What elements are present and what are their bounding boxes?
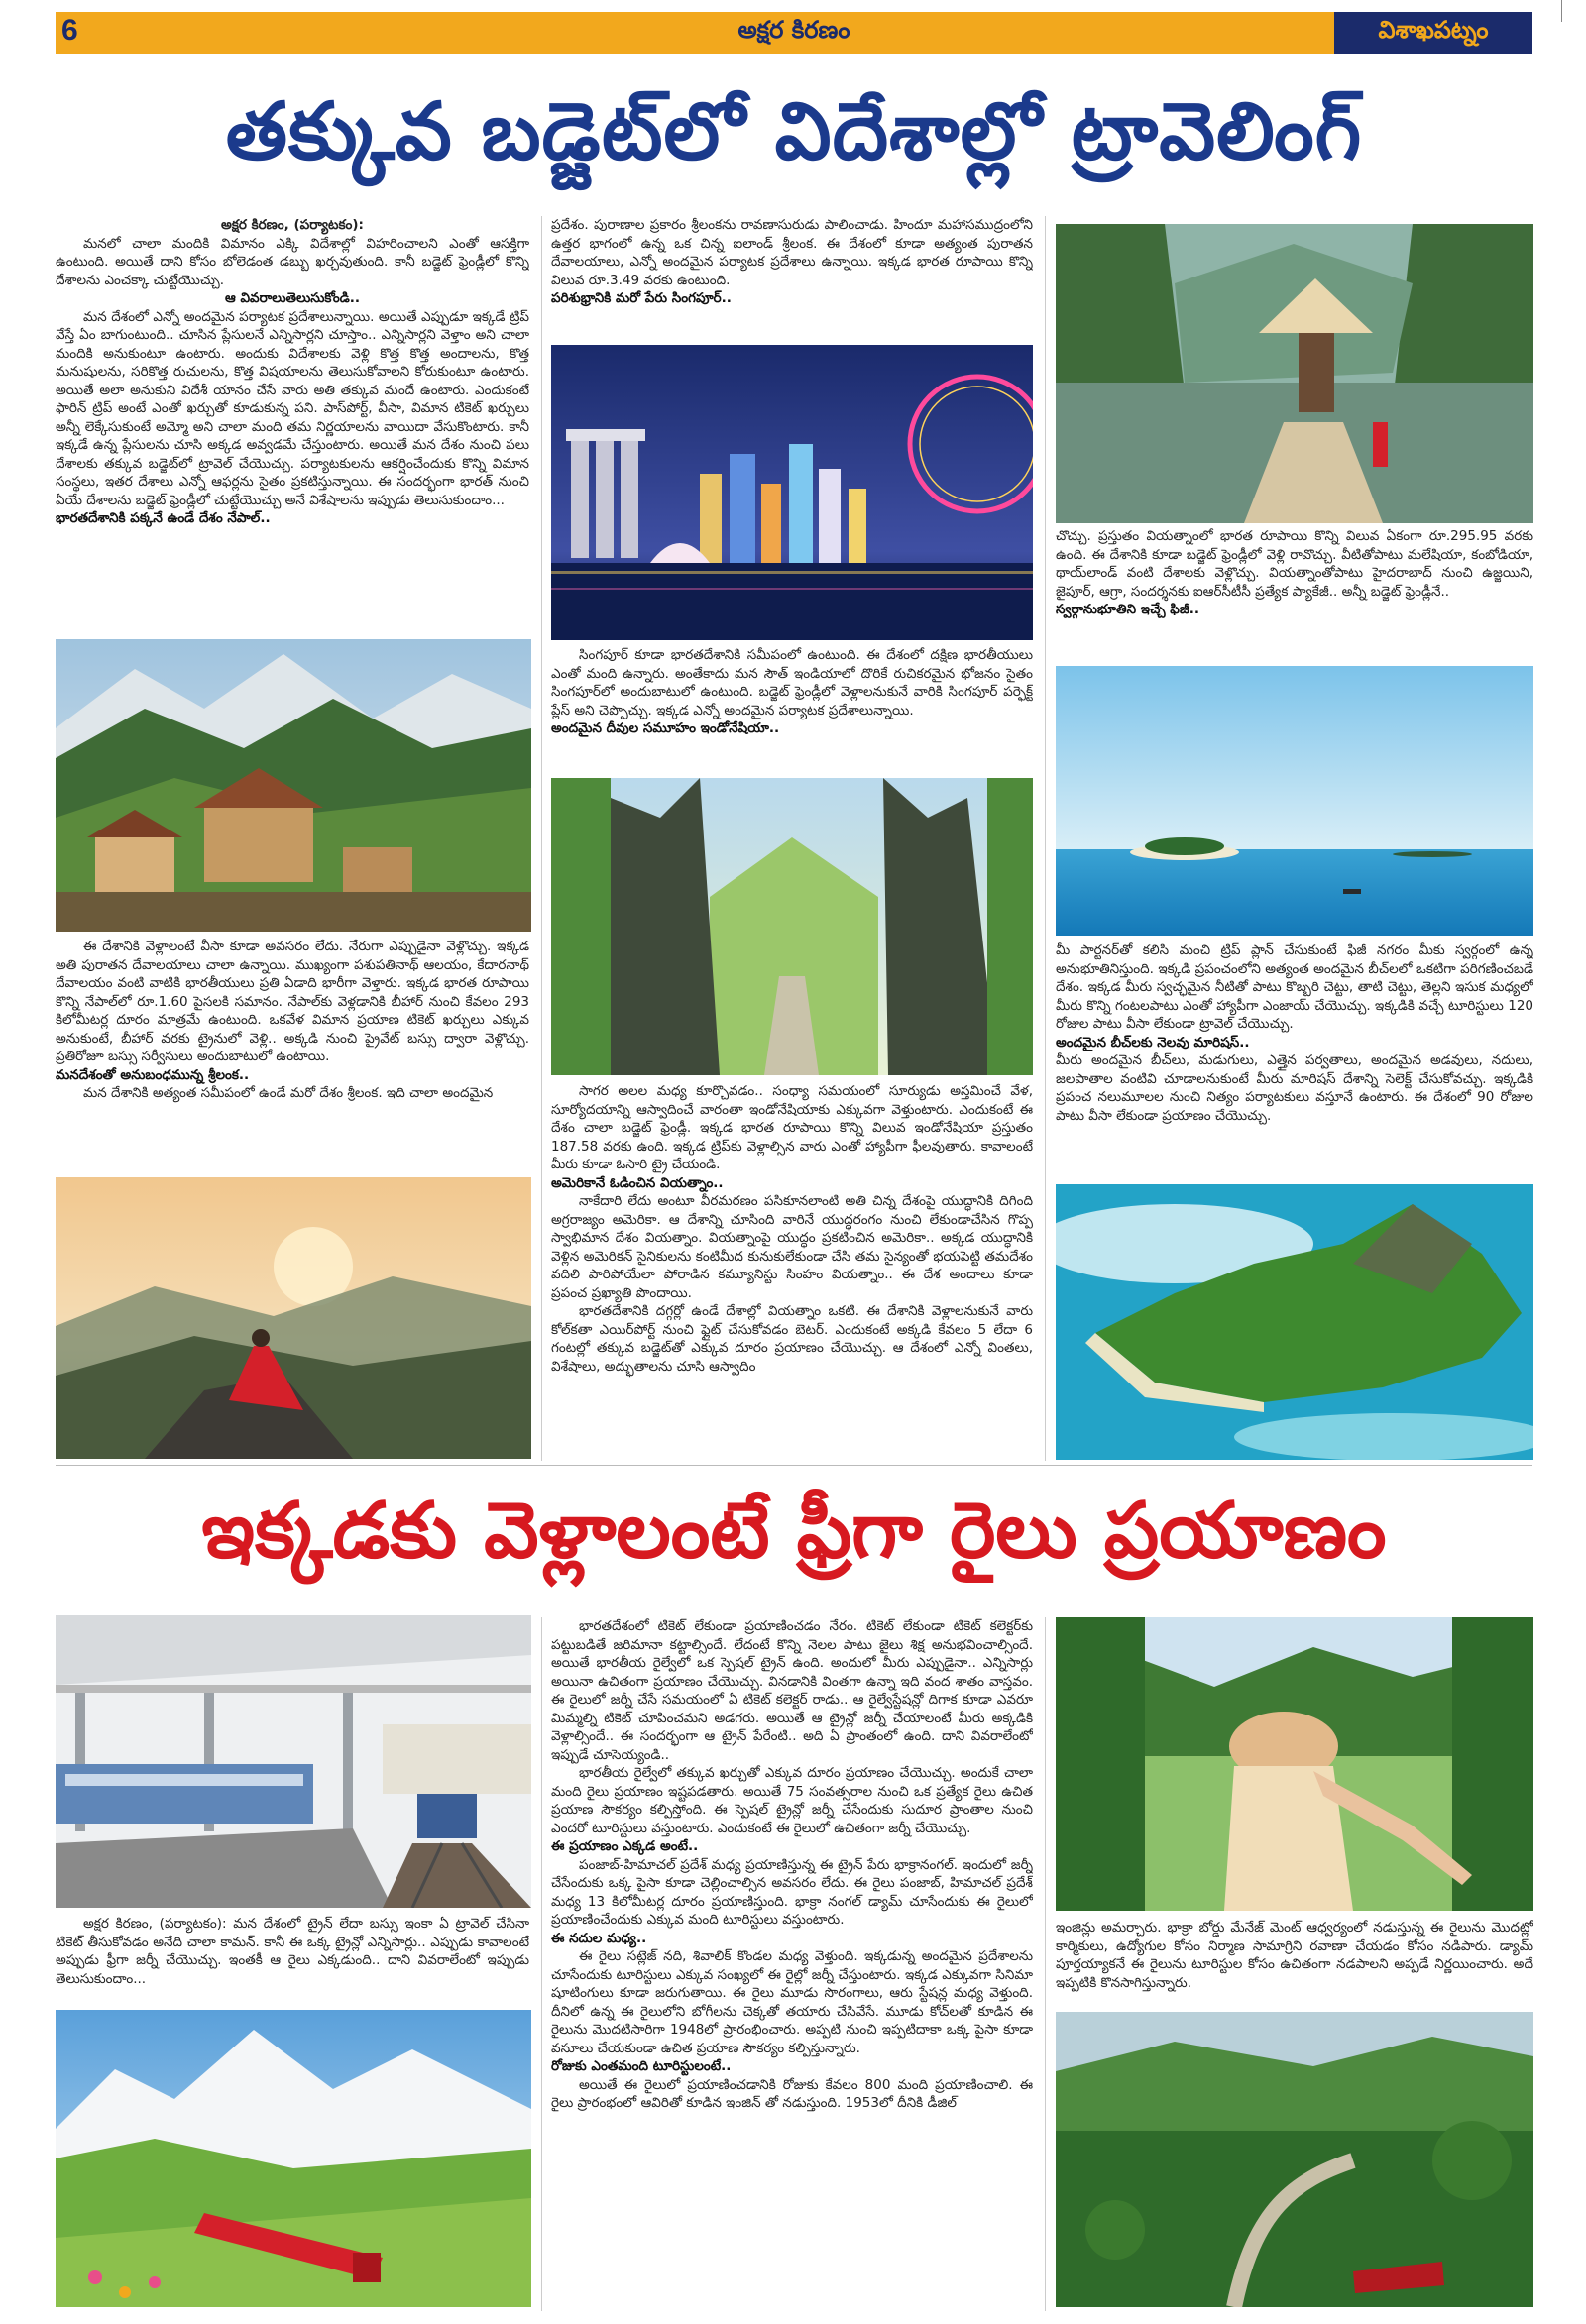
- article1-col3-text: [1056, 527, 1533, 654]
- para-nepal: ఈ దేశానికి వెళ్లాలంటే వీసా కూడా అవసరం లేదు. నేరుగా ఎప్పుడైనా వెళ్లొచ్చు. ఇక్కడ అతి పురాతన దేవాలయాలు చాలా ఉన్నాయి. ముఖ్యంగా పశుపతినాథ్ ఆలయం, కేదారనాథ్ దేవాలయం వంటి వాటికి భారతీయులు ప్రతి ఏడాది భారీగా వెళ్తారు. ఇక్కడ భారత రూపాయి కొన్ని నేపాల్‌లో రూ.1.60 పైసలకి సమానం. నేపాల్‌కు వెళ్లడానికి బీహార్ నుంచి కేవలం 293 కిలోమీటర్ల దూరం మాత్రమే ఉంటుంది. ఒకవేళ విమాన ప్రయాణ టికెట్ ఖర్చులు ఎక్కువ అనుకుంటే, బీహార్ వరకు ట్రైనులో వెళ్లి.. అక్కడి నుంచి ప్రైవేట్ బస్సు ద్వారా వెళ్లొచ్చు. ప్రతిరోజూ బస్సు సర్వీసులు అందుబాటులో ఉంటాయి.: [56, 939, 529, 1064]
- subhead-singapore: పరిశుభ్రానికి మరో పేరు సింగపూర్..: [551, 290, 732, 306]
- subhead-vietnam: అమెరికానే ఓడించిన వియత్నాం..: [551, 1174, 724, 1191]
- article1-intro: మనలో చాలా మందికి విమానం ఎక్కి విదేశాల్లో విహరించాలని ఎంతో ఆసక్తిగా ఉంటుంది. అయితే దాని కోసం బోలెడంత డబ్బు ఖర్చవుతుంది. కానీ బడ్జెట్ ఫ్రెండ్లీలో కొన్ని దేశాలను ఎంచక్కా చుట్టేయొచ్చు.: [56, 235, 529, 288]
- article1-sub-details: ఆ వివరాలుతెలుసుకోండి..: [224, 290, 361, 306]
- photo-vietnam: [1056, 224, 1533, 523]
- para-fiji: మీ పార్టనర్‌తో కలిసి మంచి ట్రిప్ ప్లాన్ చేసుకుంటే ఫిజీ నగరం మీకు స్వర్గంలో ఉన్న అనుభూతినిస్తుంది. ఇక్కడి ప్రపంచంలోని అత్యంత అందమైన బీచ్‌లలో ఒకటిగా పరిగణించబడే దేశం. ఇక్కడ మీరు స్వచ్ఛమైన నీటితో పాటు కొబ్బరి చెట్టు, తాటి చెట్టు, తెల్లని ఇసుక మధ్యలో మీరు కొన్ని గంటలపాటు ఎంతో హ్యాపీగా ఎంజాయ్ చేయొచ్చు. ఇక్కడికి వచ్చే టూరిస్టులు 120 రోజుల పాటు వీసా లేకుండా ట్రావెల్ చేయొచ్చు.: [1056, 942, 1533, 1032]
- photo-railway-station: [56, 1615, 531, 1908]
- para-vietnam-3: చొచ్చు. ప్రస్తుతం వియత్నాంలో భారత రూపాయి కొన్ని విలువ ఏకంగా రూ.295.95 వరకు ఉంది. ఈ దేశానికి కూడా బడ్జెట్ ఫ్రెండ్లీలో వెళ్లి రావొచ్చు. వీటితోపాటు మలేషియా, కంబోడియా, థాయ్‌లాండ్ వంటి దేశాలకు వెళ్లొచ్చు. వియత్నాంతోపాటు హైదరాబాద్ నుంచి ఉజ్జయిని, జైపూర్, ఆగ్రా, సందర్శనకు ఐఆర్‌సీటీసీ ప్రత్యేక ప్యాకేజీ.. అన్నీ బడ్జెట్ ఫ్రెండ్లీనే..: [1056, 528, 1533, 600]
- para-indonesia: సాగర అలల మధ్య కూర్చొవడం.. సంధ్యా సమయంలో సూర్యుడు అస్తమించే వేళ, సూర్యోదయాన్ని ఆస్వాదించే వారంతా ఇండోనేషియాకు ఎక్కువగా వెళ్తుంటారు. ఎందుకంటే ఈ దేశం చాలా బడ్జెట్ ఫ్రెండ్లీ. ఇక్కడ భారత రూపాయి కొన్ని విలువ ఇండోనేషియా ప్రస్తుతం 187.58 వరకు ఉంది. ఇక్కడ ట్రిప్‌కు వెళ్లాల్సిన వారు ఎంతో హ్యాపీగా ఫీలవుతారు. కావాలంటే మీరు కూడా ఓసారి ట్రై చేయండి.: [551, 1083, 1033, 1172]
- subhead-indonesia: అందమైన దీవుల సమూహం ఇండోనేషియా..: [551, 720, 780, 736]
- column-rule-3: [541, 1617, 542, 2311]
- article2-col2-para1: భారతదేశంలో టికెట్ లేకుండా ప్రయాణించడం నేరం. టికెట్ లేకుండా టికెట్ కలెక్టర్‌కు పట్టుబడితే జరిమానా కట్టాల్సిందే. లేదంటే కొన్ని నెలల పాటు జైలు శిక్ష అనుభవించాల్సిందే. అయితే భారతీయ రైల్వేలో ఒక స్పెషల్ ట్రైన్ ఉంది. అందులో మీరు ఎప్పుడైనా.. ఎన్నిసార్లు అయినా ఉచితంగా ప్రయాణం చేయొచ్చు. వినడానికి వింతగా ఉన్నా ఇది వంద శాతం వాస్తవం. ఈ రైలులో జర్నీ చేసే సమయంలో ఏ టికెట్ కలెక్టర్ రాడు.. ఆ రైల్వేస్టేషన్లో దిగాక కూడా ఎవరూ మిమ్మల్ని టికెట్ చూపించమని అడగరు. అయితే ఆ ట్రైన్లో జర్నీ చేయాలంటే మీరు అక్కడికి వెళ్లాల్సిందే.. ఈ సందర్భంగా ఆ ట్రైన్ పేరేంటి.. అది ఏ ప్రాంతంలో ఉంది. దాని వివరాలేంటో ఇప్పుడే చూసెయ్యండి..: [551, 1618, 1033, 1763]
- photo-fiji: [1056, 666, 1533, 936]
- photo-indonesia: [551, 778, 1033, 1075]
- photo-alpine-train: [56, 2010, 531, 2307]
- article1-headline: తక్కువ బడ్జెట్‌లో విదేశాల్లో ట్రావెలింగ్: [225, 85, 1363, 177]
- column-rule-4: [1045, 1617, 1046, 2311]
- photo-singapore: [551, 345, 1033, 640]
- article1-col1-text: [56, 216, 529, 632]
- photo-nepal: [56, 639, 531, 932]
- column-rule-1: [541, 216, 542, 1461]
- subhead-where: ఈ ప్రయాణం ఎక్కడ అంటే..: [551, 1838, 699, 1854]
- publication-name: అక్షర కిరణం: [737, 16, 850, 44]
- subhead-mauritius: అందమైన బీచ్‌లకు నెలవు మారిషస్..: [1056, 1034, 1250, 1051]
- subhead-daily-tourists: రోజుకు ఎంతమంది టూరిస్టులంటే..: [551, 2058, 732, 2074]
- article2-col2-para2: భారతీయ రైల్వేలో తక్కువ ఖర్చుతో ఎక్కువ దూరం ప్రయాణం చేయొచ్చు. అందుకే చాలా మంది రైలు ప్రయాణం ఇష్టపడతారు. అయితే 75 సంవత్సరాల నుంచి ఒక ప్రత్యేక రైలు ఉచిత ప్రయాణ సౌకర్యం కల్పిస్తోంది. ఈ స్పెషల్ ట్రైన్లో జర్నీ చేసేందుకు సుదూర ప్రాంతాల నుంచి ఎందరో టూరిస్టులు వస్తుంటారు. ఎందుకంటే ఈ రైలులో ఉచితంగా జర్నీ చేయొచ్చు.: [551, 1765, 1033, 1836]
- article2-col3-para1: ఇంజిన్లు అమర్చారు. భాక్రా బోర్డు మేనేజ్ మెంట్ ఆధ్వర్యంలో నడుస్తున్న ఈ రైలును మొదట్లో కార్మికులు, ఉద్యోగుల కోసం నిర్మాణ సామాగ్రిని రవాణా చేయడం కోసం నడిపారు. డ్యామ్ పూర్తయ్యాకనే ఈ రైలును టూరిస్టుల కోసం ఉచితంగా నడపాలని అప్పడే నిర్ణయించారు. అదే ఇప్పటికి కొనసాగిస్తున్నారు.: [1056, 1920, 1533, 1991]
- page-fold-mark: [1561, 0, 1562, 22]
- article2-col2-para5: అయితే ఈ రైలులో ప్రయాణించడానికి రోజుకు కేవలం 800 మంది ప్రయాణించాలి. ఈ రైలు ప్రారంభంలో ఆవిరితో కూడిన ఇంజిన్ తో నడుస్తుంది. 1953లో దీనికి డీజిల్: [551, 2076, 1033, 2111]
- article1-col2-text: [551, 216, 1033, 343]
- section-divider: [56, 1465, 1532, 1466]
- article2-col2-text: [551, 1617, 1033, 2311]
- article2-col2-para4: ఈ రైలు సట్లెజ్ నది, శివాలిక్ కొండల మధ్య వెళ్తుంది. ఇక్కడున్న అందమైన ప్రదేశాలను చూసేందుకు టూరిస్టులు ఎక్కువ సంఖ్యలో ఈ రైల్లో జర్నీ చేస్తుంటారు. ఇక్కడ ఎక్కువగా సినిమా షూటింగులు కూడా జరుగుతాయి. ఈ రైలు మూడు సొరంగాలు, ఆరు స్టేషన్ల మధ్య వెళ్తుంది. దీనిలో ఉన్న ఈ రైలులోని బోగీలను చెక్కతో తయారు చేసివేసే. మూడు కోచ్‌లతో కూడిన ఈ రైలును మొదటిసారిగా 1948లో ప్రారంభించారు. అప్పటి నుంచి ఇప్పటిదాకా ఒక్క పైసా కూడా వసూలు చేయకుండా ఉచిత ప్రయాణ సౌకర్యం కల్పిస్తున్నారు.: [551, 1948, 1033, 2056]
- article2-col2-para3: పంజాబ్-హిమాచల్ ప్రదేశ్ మధ్య ప్రయాణిస్తున్న ఈ ట్రైన్ పేరు భాక్రానంగల్. ఇందులో జర్నీ చేసేందుకు ఒక్క పైసా కూడా చెల్లించాల్సిన అవసరం లేదు. ఈ రైలు పంజాబ్, హిమాచల్ ప్రదేశ్ మధ్య 13 కిలోమీటర్ల దూరం ప్రయాణిస్తుంది. భాక్రా నంగల్ డ్యామ్ చూసేందుకు ఈ రైలులో ప్రయాణించేందుకు ఎక్కువ మంది టూరిస్టులు వస్తుంటారు.: [551, 1856, 1033, 1928]
- para-mauritius: మీరు అందమైన బీచ్‌లు, మడుగులు, ఎత్తైన పర్వతాలు, అందమైన అడవులు, నదులు, జలపాతాల వంటివి చూడాలనుకుంటే మీరు మారిషస్ దేశాన్ని సెలెక్ట్ చేసుకోవచ్చు. ఇక్కడికి ప్రపంచ నలుమూలల నుంచి నిత్యం పర్యాటకులు వస్తూనే ఉంటారు. ఈ దేశంలో 90 రోజుల పాటు వీసా లేకుండా ప్రయాణం చేయొచ్చు.: [1056, 1052, 1533, 1124]
- article2-para1: అక్షర కిరణం, (పర్యాటకం): మన దేశంలో ట్రైన్ లేదా బస్సు ఇంకా ఏ ట్రావెల్ చేసినా టికెట్ తీసుకోవడం అనేది చాలా కామన్. కానీ ఈ ఒక్క ట్రైన్లో ఎన్నిసార్లు.. ఎప్పుడు కావాలంటే అప్పుడు ఫ్రీగా జర్నీ చేయొచ్చు. ఇంతకీ ఆ రైలు ఎక్కడుంది.. దాని వివరాలేంటో ఇప్పుడు తెలుసుకుందాం...: [56, 1916, 529, 1987]
- column-rule-2: [1045, 216, 1046, 1461]
- subhead-fiji: స్వర్గానుభూతిని ఇచ్చే ఫిజీ..: [1056, 602, 1199, 617]
- subhead-rivers: ఈ నదుల మధ్య..: [551, 1930, 647, 1946]
- article2-headline: ఇక్కడకు వెళ్లాలంటే ఫ్రీగా రైలు ప్రయాణం: [201, 1487, 1387, 1576]
- article1-dateline: అక్షర కిరణం, (పర్యాటకం):: [221, 217, 364, 233]
- para-vietnam-2: భారతదేశానికి దగ్గర్లో ఉండే దేశాల్లో వియత్నాం ఒకటి. ఈ దేశానికి వెళ్లాలనుకునే వారు కోల్‌కతా ఎయిర్‌పోర్ట్ నుంచి ఫ్లైట్ చేసుకోవడం బెటర్. ఎందుకంటే అక్కడి కేవలం 5 లేదా 6 గంటల్లో తక్కువ బడ్జెట్‌తో ఎక్కువ దూరం ప్రయాణం చేయొచ్చు. ఆ దేశంలో ఎన్నో వింతలు, విశేషాలు, అద్భుతాలను చూసి ఆస్వాదిం: [551, 1303, 1033, 1375]
- city-edition-label: విశాఖపట్నం: [1334, 12, 1532, 54]
- article2-col1-text: [56, 1915, 529, 2004]
- article1-col2-text-3: [551, 1082, 1033, 1461]
- para-srilanka-start: మన దేశానికి అత్యంత సమీపంలో ఉండే మరో దేశం శ్రీలంక. ఇది చాలా అందమైన: [83, 1085, 494, 1101]
- subhead-srilanka: మనదేశంతో అనుబంధమున్న శ్రీలంక..: [56, 1066, 250, 1083]
- subhead-nepal: భారతదేశానికి పక్కనే ఉండే దేశం నేపాల్..: [56, 510, 271, 526]
- article2-col3-text: [1056, 1919, 1533, 2008]
- photo-bridge-train: [1056, 2012, 1533, 2307]
- article1-col3-text-2: [1056, 941, 1533, 1179]
- para-srilanka-cont: ప్రదేశం. పురాణాల ప్రకారం శ్రీలంకను రావణాసురుడు పాలించాడు. హిందూ మహాసముద్రంలోని ఉత్తర భాగంలో ఉన్న ఒక చిన్న ఐలాండ్ శ్రీలంక. ఈ దేశంలో కూడా అత్యంత పురాతన దేవాలయాలు, ఎన్నో అందమైన పర్యాటక ప్రదేశాలు ఉన్నాయి. ఇక్కడ భారత రూపాయి కొన్ని విలువ రూ.3.49 వరకు ఉంటుంది.: [551, 217, 1033, 288]
- page-header-bar: [56, 12, 1532, 54]
- para-singapore: సింగపూర్ కూడా భారతదేశానికి సమీపంలో ఉంటుంది. ఈ దేశంలో దక్షిణ భారతీయులు ఎంతో మంది ఉన్నారు. అంతేకాదు మన సౌత్ ఇండియాలో దొరికే రుచికరమైన భోజనం సైతం సింగపూర్‌లో అందుబాటులో ఉంటుంది. బడ్జెట్ ఫ్రెండ్లీలో వెళ్లాలనుకునే వారికి సింగపూర్ పర్ఫెక్ట్ ప్లేస్ అని చెప్పొచ్చు. ఇక్కడ ఎన్నో అందమైన పర్యాటక ప్రదేశాలున్నాయి.: [551, 647, 1033, 719]
- page-number: 6: [61, 14, 78, 47]
- photo-mauritius: [1056, 1184, 1533, 1460]
- article1-col2-text-2: [551, 646, 1033, 775]
- article1-col1-text-2: [56, 938, 529, 1167]
- para-vietnam-1: నాకేదారి లేదు అంటూ వీరమరణం పసికూనలాంటి అతి చిన్న దేశంపై యుద్ధానికి దిగింది అగ్రరాజ్యం అమెరికా. ఆ దేశాన్ని చూసింది వారినే యుద్ధరంగం నుంచి లేకుండాచేసిన గొప్ప స్వాభిమాన దేశం వియత్నాం. వియత్నాంపై యుద్ధం ప్రకటించిన అమెరికా.. అక్కడ యుద్ధానికి వెళ్లిన అమెరికన్ సైనికులను కంటిమీద కునుకులేకుండా చేసి తమ సైన్యంతో భయపెట్టి తమదేశం వదిలి పారిపోయేలా పోరాడిన కమ్యూనిస్టు సింహం వియత్నాం.. ఈ దేశ అందాలు కూడా ప్రపంచ ప్రఖ్యాతి పొందాయి.: [551, 1193, 1033, 1301]
- photo-woman-hills: [1056, 1617, 1533, 1911]
- photo-srilanka: [56, 1177, 531, 1459]
- article1-para1: మన దేశంలో ఎన్నో అందమైన పర్యాటక ప్రదేశాలున్నాయి. అయితే ఎప్పుడూ ఇక్కడే ట్రిప్ వేస్తే ఏం బాగుంటుంది.. చూసిన ప్లేసులనే ఎన్నిసార్లని చూస్తాం.. ఎన్నిసార్లని వెళ్తాం అని చాలా మందికి అనుకుంటూ ఉంటారు. అందుకు విదేశాలకు వెళ్లి కొత్త కొత్త అందాలను, కొత్త మనుషులను, సరికొత్త రుచులను, కొత్త విషయాలను తెలుసుకోవాలని కోరుకుంటూ ఉంటారు. అయితే అలా అనుకుని విదేశీ యానం చేసే వారు అతి తక్కువ మందే ఉంటారు. ఎందుకంటే ఫారిన్ ట్రిప్ అంటే ఎంతో ఖర్చుతో కూడుకున్న పని. పాస్‌పోర్ట్, వీసా, విమాన టికెట్ ఖర్చులు అన్నీ లెక్కేసుకుంటే అమ్మో అని చాలా మంది తమ నిర్ణయాలను వాయిదా వేసుకొంటారు. కానీ ఇక్కడే ఉన్న ప్లేసులను చూసి అక్కడ అవ్వడమే చేస్తుంటారు. అయితే మన దేశం నుంచి పలు దేశాలకు తక్కువ బడ్జెట్‌లో ట్రావెల్ చేయొచ్చు. పర్యాటకులను ఆకర్షించేందుకు కొన్ని విమాన సంస్థలు, ఇతర దేశాలు ఎన్నో ఆఫర్లను సైతం ప్రకటిస్తున్నాయి. ఈ సందర్భంగా భారత్ నుంచి ఏయే దేశాలను బడ్జెట్ ఫ్రెండ్లీలో చుట్టేయొచ్చు అనే విశేషాలను ఇప్పుడు తెలుసుకుందాం...: [56, 308, 529, 508]
